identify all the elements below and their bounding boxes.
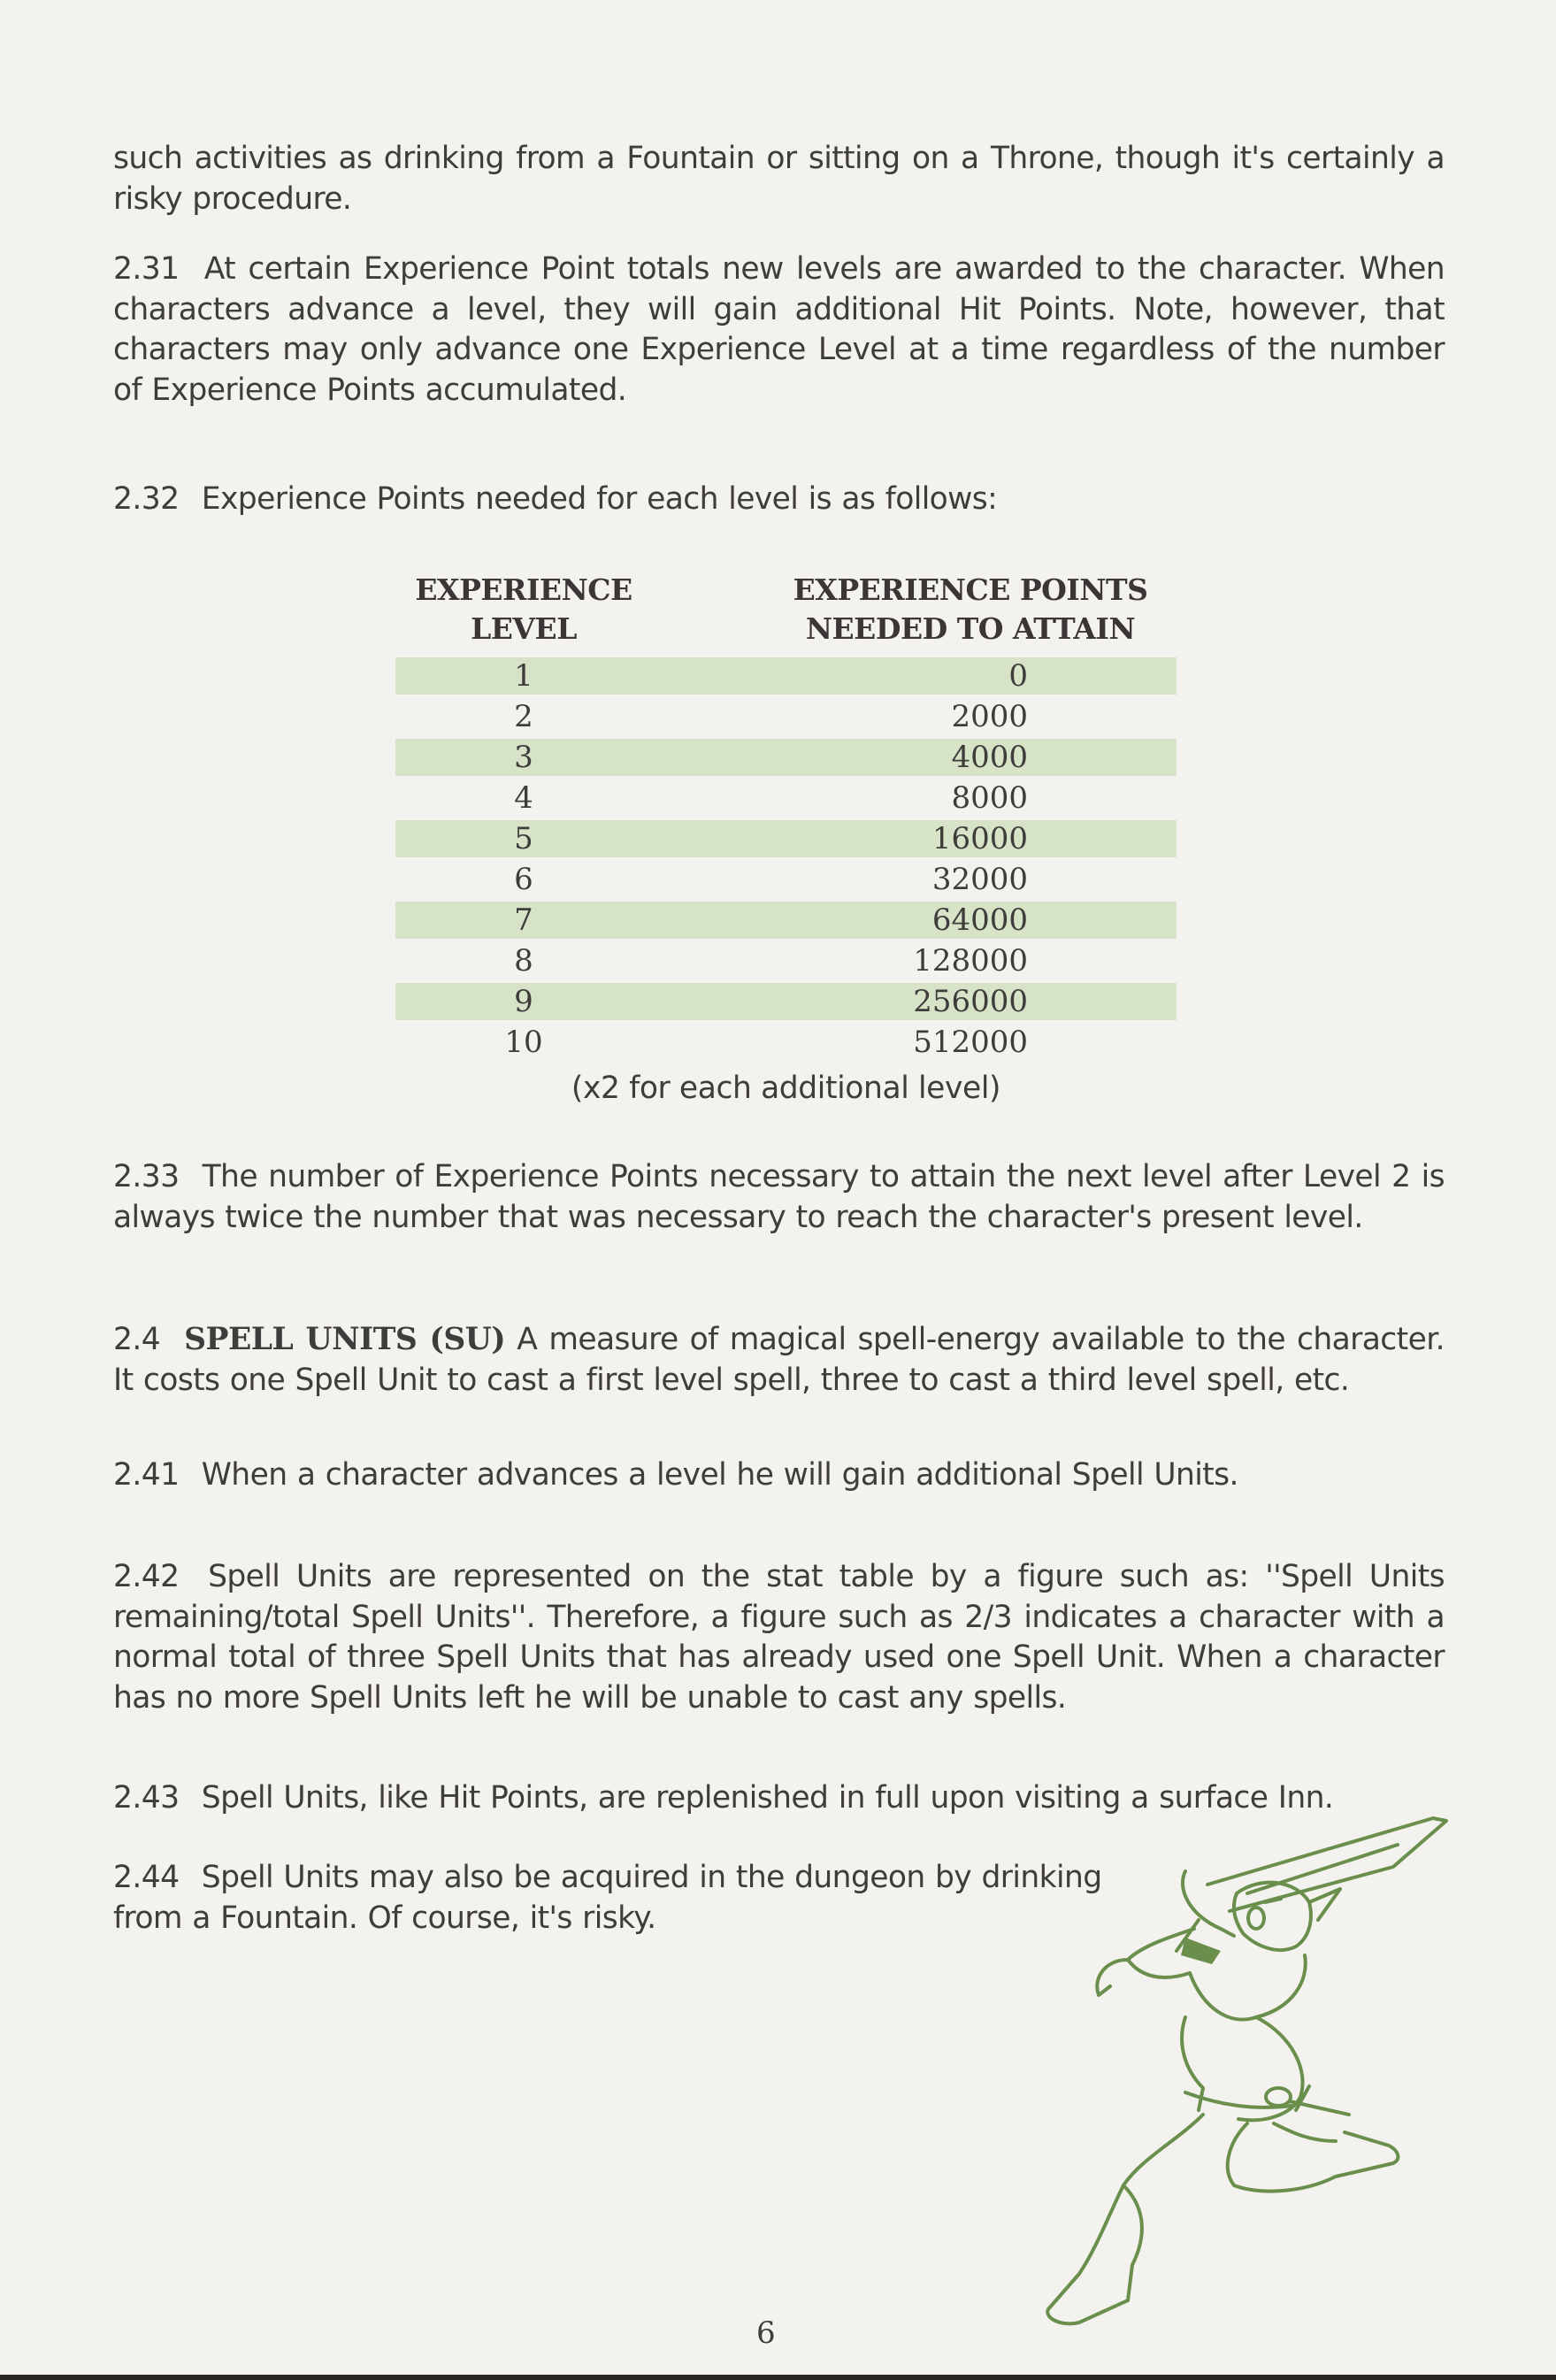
cell-points: 256000 <box>913 984 1028 1019</box>
section-heading: SPELL UNITS (SU) <box>184 1322 506 1357</box>
cell-level: 10 <box>504 1025 543 1060</box>
section-number: 2.4 <box>113 1322 161 1357</box>
table-row <box>395 859 1177 900</box>
section-number: 2.43 <box>113 1780 180 1816</box>
table-row <box>395 696 1177 737</box>
paragraph-text: Spell Units may also be acquired in the dungeon by drinking from a Fountain. Of course, it's risky. <box>113 1860 1102 1936</box>
table-row <box>395 739 1177 776</box>
cell-level: 3 <box>514 740 533 775</box>
section-number: 2.33 <box>113 1159 180 1194</box>
paragraph-text: Experience Points needed for each level is as follows: <box>201 481 998 517</box>
paragraph-text: When a character advances a level he will gain additional Spell Units. <box>201 1457 1238 1493</box>
paragraph-text: Spell Units are represented on the stat table by a figure such as: ''Spell Units remaining/total Spell Units''. Therefore, a figure such as 2/3 indicates a character with a normal total of three Spell Units that has already used one Spell Unit. When a character has no more Spell Units left he will be unable to cast any spells. <box>113 1559 1445 1716</box>
header-text: EXPERIENCE POINTS <box>793 572 1148 607</box>
header-text: EXPERIENCE <box>415 572 632 607</box>
paragraph-text: Spell Units, like Hit Points, are replenished in full upon visiting a surface Inn. <box>201 1780 1334 1816</box>
cell-level: 9 <box>514 984 533 1019</box>
cell-points: 64000 <box>931 902 1028 938</box>
cell-points: 8000 <box>951 780 1028 816</box>
paragraph-2-32 <box>113 480 1445 520</box>
section-number: 2.44 <box>113 1860 180 1895</box>
table-row <box>395 1022 1177 1063</box>
cell-level: 2 <box>514 699 533 734</box>
paragraph-text: The number of Experience Points necessary to attain the next level after Level 2 is always twice the number that was necessary to reach the character's present level. <box>113 1159 1445 1235</box>
section-number: 2.41 <box>113 1457 180 1493</box>
paragraph-2-4 <box>113 1320 1445 1401</box>
paragraph-text: A measure of magical spell-energy available to the character. It costs one Spell Unit to cast a first level spell, three to cast a third level spell, etc. <box>113 1322 1445 1398</box>
cell-points: 0 <box>1008 658 1028 694</box>
table-row <box>395 778 1177 818</box>
paragraph-text: such activities as drinking from a Fountain or sitting on a Throne, though it's certainly a risky procedure. <box>113 141 1445 217</box>
cell-points: 2000 <box>951 699 1028 734</box>
cell-level: 4 <box>514 780 533 816</box>
header-experience-points <box>758 571 1183 649</box>
section-number: 2.42 <box>113 1559 180 1594</box>
table-row <box>395 820 1177 857</box>
paragraph-2-33 <box>113 1157 1445 1238</box>
cell-points: 128000 <box>913 943 1028 979</box>
header-text: LEVEL <box>471 611 577 646</box>
page-number: 6 <box>756 2315 776 2351</box>
experience-level-table <box>395 571 1177 1106</box>
goblin-with-sword-icon <box>1044 1805 1468 2371</box>
paragraph-2-44 <box>113 1858 1113 1939</box>
paragraph-2-41 <box>113 1455 1445 1496</box>
table-header <box>395 571 1177 656</box>
table-note: (x2 for each additional level) <box>571 1071 1001 1106</box>
paragraph-text: At certain Experience Point totals new levels are awarded to the character. When characters advance a level, they will gain additional Hit Points. Note, however, that characters may only advance one Experience Level at a time regardless of the number of Experience Points accumulated. <box>113 251 1445 408</box>
cell-level: 1 <box>514 658 533 694</box>
page-bottom-edge <box>0 2375 1556 2380</box>
cell-points: 16000 <box>931 821 1028 856</box>
table-body <box>395 657 1177 1063</box>
cell-level: 6 <box>514 862 533 897</box>
paragraph-2-31 <box>113 250 1445 411</box>
cell-level: 5 <box>514 821 533 856</box>
table-row <box>395 902 1177 939</box>
section-number: 2.31 <box>113 251 180 287</box>
section-number: 2.32 <box>113 481 180 517</box>
header-text: NEEDED TO ATTAIN <box>805 611 1136 646</box>
paragraph-2-42 <box>113 1557 1445 1718</box>
cell-level: 7 <box>514 902 533 938</box>
table-row <box>395 940 1177 981</box>
cell-points: 512000 <box>913 1025 1028 1060</box>
header-experience-level <box>395 571 652 649</box>
table-row <box>395 657 1177 695</box>
table-row <box>395 983 1177 1020</box>
cell-points: 4000 <box>951 740 1028 775</box>
cell-points: 32000 <box>931 862 1028 897</box>
paragraph-intro <box>113 139 1445 219</box>
cell-level: 8 <box>514 943 533 979</box>
